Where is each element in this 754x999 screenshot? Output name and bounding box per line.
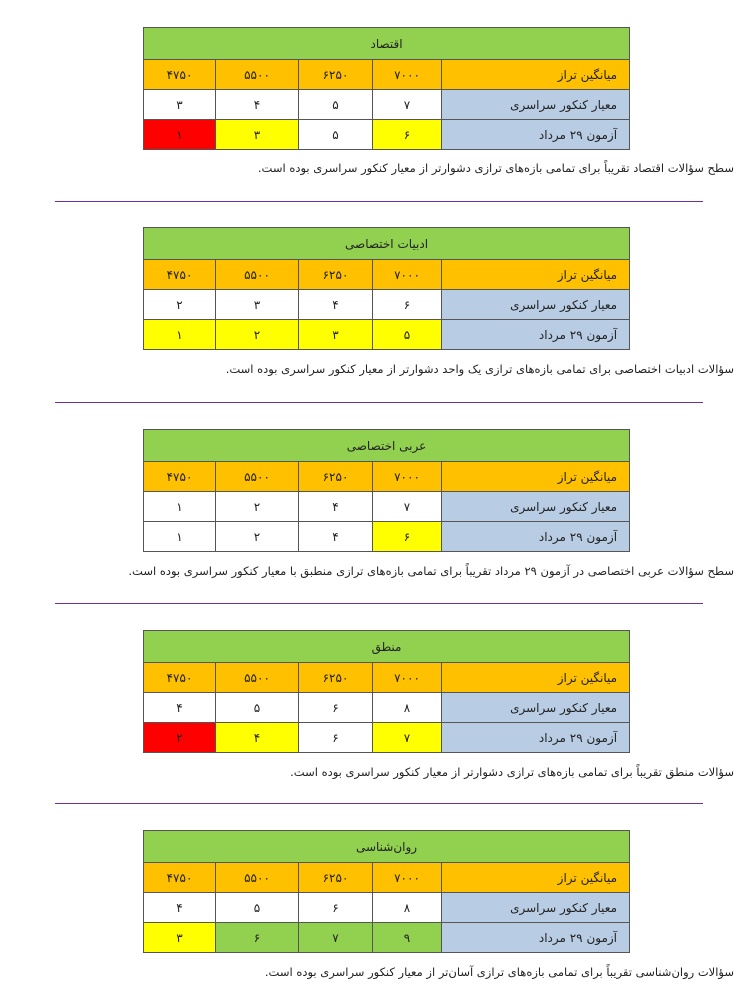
level-4750: ۴۷۵۰ xyxy=(144,663,216,693)
konkur-label: معیار کنکور سراسری xyxy=(442,893,630,923)
azmoon-cell: ۷ xyxy=(373,723,442,753)
arabic-table xyxy=(143,429,630,552)
level-6250: ۶۲۵۰ xyxy=(299,663,373,693)
section-divider xyxy=(55,201,703,202)
section-divider xyxy=(55,402,703,403)
konkur-cell: ۱ xyxy=(144,492,216,522)
avg-label: میانگین تراز xyxy=(442,60,630,90)
azmoon-cell: ۵ xyxy=(373,320,442,350)
konkur-cell: ۵ xyxy=(299,90,373,120)
konkur-label: معیار کنکور سراسری xyxy=(442,492,630,522)
table-title: ادبیات اختصاصی xyxy=(144,228,630,260)
level-7000: ۷۰۰۰ xyxy=(373,663,442,693)
avg-label: میانگین تراز xyxy=(442,863,630,893)
azmoon-cell: ۲ xyxy=(144,723,216,753)
section-note: سؤالات ادبیات اختصاصی برای تمامی بازه‌های ترازی یک واحد دشوارتر از معیار کنکور سراسری بوده است. xyxy=(225,362,734,376)
logic-table xyxy=(143,630,630,753)
konkur-cell: ۵ xyxy=(216,693,299,723)
psychology-table xyxy=(143,830,630,953)
azmoon-cell: ۳ xyxy=(299,320,373,350)
konkur-cell: ۶ xyxy=(299,693,373,723)
konkur-cell: ۵ xyxy=(216,893,299,923)
azmoon-cell: ۴ xyxy=(216,723,299,753)
konkur-cell: ۴ xyxy=(144,893,216,923)
level-7000: ۷۰۰۰ xyxy=(373,60,442,90)
avg-label: میانگین تراز xyxy=(442,663,630,693)
level-7000: ۷۰۰۰ xyxy=(373,260,442,290)
azmoon-cell: ۶ xyxy=(216,923,299,953)
avg-label: میانگین تراز xyxy=(442,260,630,290)
economics-table xyxy=(143,27,630,150)
azmoon-label: آزمون ۲۹ مرداد xyxy=(442,923,630,953)
azmoon-cell: ۶ xyxy=(373,522,442,552)
azmoon-cell: ۳ xyxy=(216,120,299,150)
konkur-cell: ۸ xyxy=(373,893,442,923)
konkur-cell: ۴ xyxy=(299,290,373,320)
konkur-cell: ۳ xyxy=(216,290,299,320)
konkur-cell: ۶ xyxy=(373,290,442,320)
azmoon-cell: ۱ xyxy=(144,120,216,150)
azmoon-cell: ۵ xyxy=(299,120,373,150)
level-4750: ۴۷۵۰ xyxy=(144,863,216,893)
azmoon-cell: ۶ xyxy=(299,723,373,753)
azmoon-label: آزمون ۲۹ مرداد xyxy=(442,522,630,552)
konkur-label: معیار کنکور سراسری xyxy=(442,693,630,723)
level-7000: ۷۰۰۰ xyxy=(373,863,442,893)
konkur-cell: ۶ xyxy=(299,893,373,923)
level-6250: ۶۲۵۰ xyxy=(299,260,373,290)
avg-label: میانگین تراز xyxy=(442,462,630,492)
section-note: سطح سؤالات اقتصاد تقریباً برای تمامی بازه‌های ترازی دشوارتر از معیار کنکور سراسری بوده است. xyxy=(257,161,734,175)
section-note: سؤالات منطق تقریباً برای تمامی بازه‌های ترازی دشوارتر از معیار کنکور سراسری بوده است. xyxy=(290,765,734,779)
azmoon-cell: ۹ xyxy=(373,923,442,953)
konkur-label: معیار کنکور سراسری xyxy=(442,90,630,120)
azmoon-cell: ۱ xyxy=(144,522,216,552)
konkur-cell: ۴ xyxy=(299,492,373,522)
azmoon-cell: ۱ xyxy=(144,320,216,350)
azmoon-label: آزمون ۲۹ مرداد xyxy=(442,320,630,350)
konkur-cell: ۴ xyxy=(216,90,299,120)
table-title: اقتصاد xyxy=(144,28,630,60)
level-5500: ۵۵۰۰ xyxy=(216,663,299,693)
azmoon-cell: ۶ xyxy=(373,120,442,150)
level-6250: ۶۲۵۰ xyxy=(299,462,373,492)
konkur-cell: ۸ xyxy=(373,693,442,723)
konkur-cell: ۲ xyxy=(144,290,216,320)
section-note: سطح سؤالات عربی اختصاصی در آزمون ۲۹ مرداد تقریباً برای تمامی بازه‌های ترازی منطبق با معیار کنکور سراسری بوده است. xyxy=(128,564,734,578)
level-4750: ۴۷۵۰ xyxy=(144,260,216,290)
level-5500: ۵۵۰۰ xyxy=(216,462,299,492)
azmoon-label: آزمون ۲۹ مرداد xyxy=(442,120,630,150)
section-divider xyxy=(55,803,703,804)
table-title: عربی اختصاصی xyxy=(144,430,630,462)
azmoon-cell: ۴ xyxy=(299,522,373,552)
level-4750: ۴۷۵۰ xyxy=(144,462,216,492)
azmoon-label: آزمون ۲۹ مرداد xyxy=(442,723,630,753)
literature-table xyxy=(143,227,630,350)
table-title: روان‌شناسی xyxy=(144,831,630,863)
azmoon-cell: ۲ xyxy=(216,522,299,552)
konkur-cell: ۴ xyxy=(144,693,216,723)
azmoon-cell: ۳ xyxy=(144,923,216,953)
section-divider xyxy=(55,603,703,604)
azmoon-cell: ۲ xyxy=(216,320,299,350)
konkur-cell: ۷ xyxy=(373,90,442,120)
table-title: منطق xyxy=(144,631,630,663)
konkur-cell: ۷ xyxy=(373,492,442,522)
section-note: سؤالات روان‌شناسی تقریباً برای تمامی بازه‌های ترازی آسان‌تر از معیار کنکور سراسری بوده است. xyxy=(264,965,734,979)
level-5500: ۵۵۰۰ xyxy=(216,260,299,290)
konkur-label: معیار کنکور سراسری xyxy=(442,290,630,320)
level-6250: ۶۲۵۰ xyxy=(299,863,373,893)
konkur-cell: ۲ xyxy=(216,492,299,522)
level-7000: ۷۰۰۰ xyxy=(373,462,442,492)
level-5500: ۵۵۰۰ xyxy=(216,863,299,893)
level-5500: ۵۵۰۰ xyxy=(216,60,299,90)
level-4750: ۴۷۵۰ xyxy=(144,60,216,90)
konkur-cell: ۳ xyxy=(144,90,216,120)
azmoon-cell: ۷ xyxy=(299,923,373,953)
level-6250: ۶۲۵۰ xyxy=(299,60,373,90)
